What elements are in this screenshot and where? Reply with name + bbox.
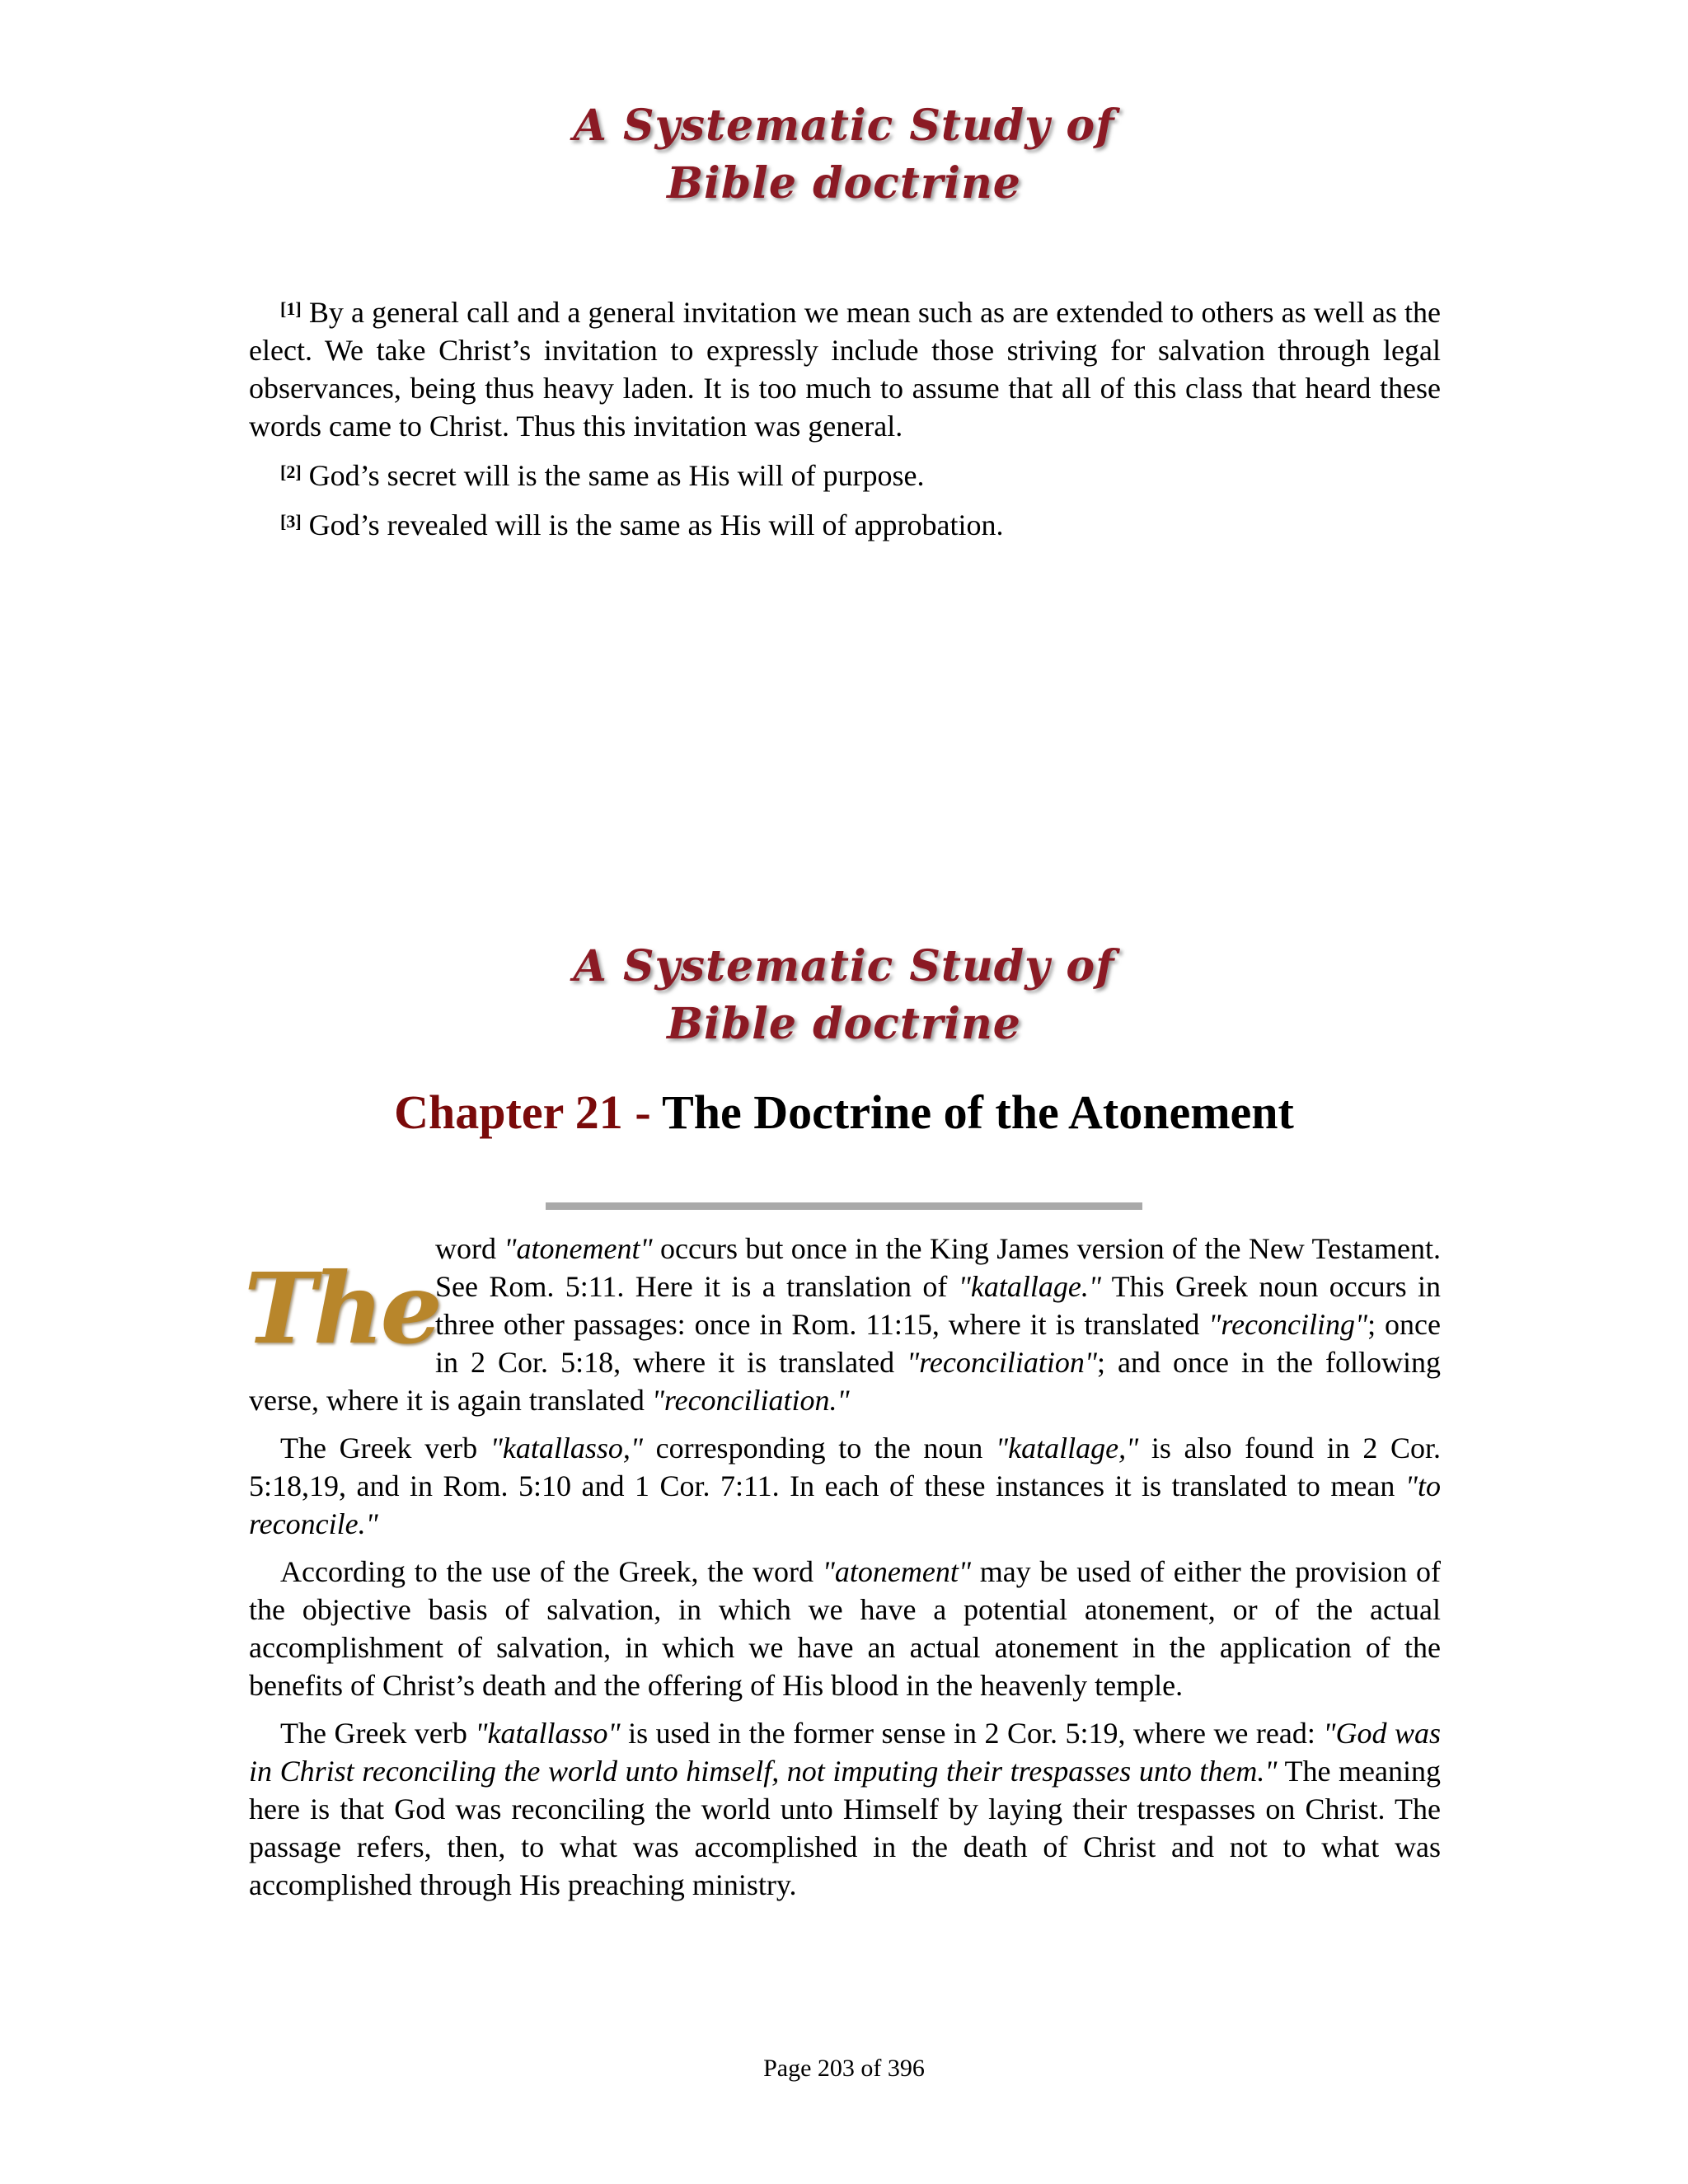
greek-term: "to reconcile."	[249, 1469, 1441, 1540]
footnote-marker-1[interactable]: [1]	[280, 298, 302, 319]
footnotes-section	[249, 293, 1441, 554]
footnote-3	[249, 506, 1441, 544]
banner-line-2: Bible doctrine	[667, 158, 1021, 209]
chapter-name: The Doctrine of the Atonement	[662, 1085, 1294, 1139]
greek-term: "reconciling"	[1208, 1308, 1368, 1341]
paragraph-4	[249, 1714, 1441, 1904]
text-run: ; and once in the following verse, where it is again translated	[249, 1346, 1441, 1417]
text-run: occurs but once in the King James version of the New Testament. See Rom. 5:11. Here it is a translation of	[435, 1232, 1441, 1303]
greek-term: "reconciliation."	[651, 1384, 850, 1417]
page-number: Page 203 of 396	[763, 2055, 925, 2082]
scripture-quote: "God was in Christ reconciling the world unto himself, not imputing their trespasses unto them."	[249, 1717, 1441, 1788]
text-run: The Greek verb	[280, 1432, 490, 1465]
chapter-dash: -	[635, 1085, 651, 1139]
chapter-divider	[546, 1202, 1142, 1210]
paragraph-3	[249, 1553, 1441, 1704]
greek-term: "katallage,"	[996, 1432, 1139, 1465]
chapter-body	[249, 1230, 1441, 1904]
chapter-label: Chapter 21	[394, 1085, 623, 1139]
banner-line-2: Bible doctrine	[667, 999, 1021, 1049]
paragraph-1	[249, 1230, 1441, 1419]
text-run: This Greek noun occurs in three other passages: once in Rom. 11:15, where it is translated	[435, 1270, 1442, 1341]
site-banner-top	[0, 97, 1688, 213]
greek-term: "katallage."	[958, 1270, 1101, 1303]
banner-line-1: A Systematic Study of	[573, 101, 1115, 151]
text-run: The Greek verb	[280, 1717, 476, 1750]
greek-term: "reconciliation"	[907, 1346, 1097, 1379]
footnote-text-2: God’s secret will is the same as His will of purpose.	[308, 459, 925, 492]
banner-line-1: A Systematic Study of	[573, 941, 1115, 991]
drop-cap-the: The	[244, 1251, 439, 1366]
footnote-marker-2[interactable]: [2]	[280, 462, 302, 482]
footnote-text-1: By a general call and a general invitation we mean such as are extended to others as well as the elect. We take Christ’s invitation to expressly include those striving for salvation through legal observances, being thus heavy laden. It is too much to assume that all of this class that heard these words came to Christ. Thus this invitation was general.	[249, 296, 1442, 443]
text-run: is also found in 2 Cor. 5:18,19, and in Rom. 5:10 and 1 Cor. 7:11. In each of these instances it is translated to mean	[249, 1432, 1441, 1502]
drop-cap-space	[249, 1230, 435, 1375]
text-run: corresponding to the noun	[643, 1432, 996, 1465]
text-run: The meaning here is that God was reconciling the world unto Himself by laying their trespasses on Christ. The passage refers, then, to what was accomplished in the death of Christ and not to what was accomplished through His preaching ministry.	[249, 1755, 1441, 1901]
text-run: may be used of either the provision of the objective basis of salvation, in which we have a potential atonement, or of the actual accomplishment of salvation, in which we have an actual atonement in the application of the benefits of Christ’s death and the offering of His blood in the heavenly temple.	[249, 1555, 1442, 1702]
chapter-title	[0, 1080, 1688, 1146]
footnote-text-3: God’s revealed will is the same as His will of approbation.	[308, 509, 1004, 541]
footnote-2	[249, 457, 1441, 494]
text-run: ; once in 2 Cor. 5:18, where it is translated	[435, 1308, 1441, 1379]
greek-term: "atonement"	[504, 1232, 653, 1265]
footnote-1	[249, 293, 1441, 445]
greek-term: "katallasso"	[475, 1717, 621, 1750]
greek-term: "atonement"	[822, 1555, 971, 1588]
text-run: word	[435, 1232, 504, 1265]
text-run: is used in the former sense in 2 Cor. 5:19, where we read:	[620, 1717, 1324, 1750]
site-banner-chapter	[0, 938, 1688, 1053]
greek-term: "katallasso,"	[490, 1432, 643, 1465]
footnote-marker-3[interactable]: [3]	[280, 511, 302, 532]
text-run: According to the use of the Greek, the word	[280, 1555, 823, 1588]
paragraph-2	[249, 1429, 1441, 1543]
